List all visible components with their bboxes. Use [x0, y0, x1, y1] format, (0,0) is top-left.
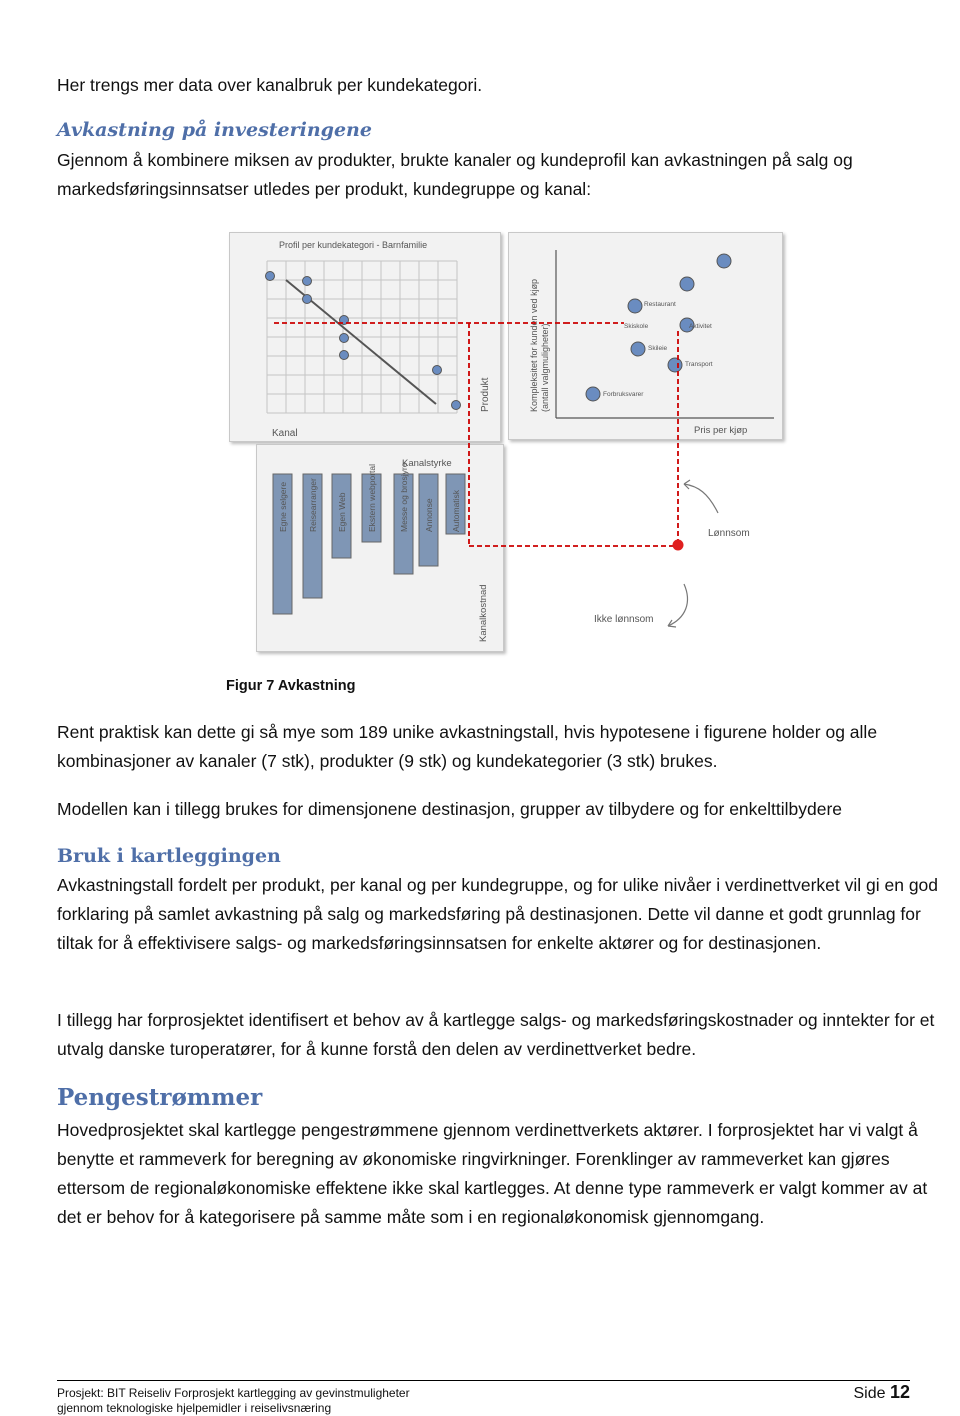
figure-avkastning [226, 228, 786, 658]
figure-svg [226, 228, 786, 658]
footer-page-number: 12 [889, 1382, 910, 1402]
kanal-label: Kanal [272, 428, 298, 439]
product-dot [628, 299, 642, 313]
price-label: Pris per kjøp [694, 425, 748, 436]
produkt-label: Produkt [480, 377, 491, 412]
footer-line-2: gjennom teknologiske hjelpemidler i reiselivsnæring [57, 1401, 332, 1415]
paragraph-2: Modellen kan i tillegg brukes for dimensjonene destinasjon, grupper av tilbydere og for enkelttilbydere [57, 799, 843, 819]
product-dot [680, 277, 694, 291]
intro-text: Her trengs mer data over kanalbruk per kundekategori. [57, 75, 483, 95]
profile-title: Profil per kundekategori - Barnfamilie [279, 240, 428, 250]
footer-divider [57, 1380, 910, 1381]
lonnsom-label: Lønnsom [708, 528, 750, 539]
profile-grid [267, 261, 457, 413]
profile-dot [266, 272, 275, 281]
product-dot [668, 358, 682, 372]
channel-label: Egen Web [337, 492, 347, 532]
product-label-skiskole: Skiskole [624, 323, 649, 330]
profile-dot [303, 277, 312, 286]
product-dot [631, 342, 645, 356]
channel-label: Annonse [424, 498, 434, 532]
profile-dot [303, 295, 312, 304]
section-heading-pengestrommer: Pengestrømmer [57, 1084, 263, 1111]
channel-label: Reisearranger [308, 478, 318, 532]
channel-label: Automatisk [451, 489, 461, 532]
channel-label: Ekstern webportal [367, 463, 377, 532]
profile-dots [266, 272, 461, 410]
profile-dot [340, 351, 349, 360]
paragraph-1: Rent praktisk kan dette gi så mye som 189 unike avkastningstall, hvis hypotesene i figurene holder og alle kombinasjoner av kanaler (7 stk), produkter (9 stk) og kundekategorier (3 stk) brukes. [57, 722, 878, 771]
channel-label: Egne selgere [278, 481, 288, 532]
kanalstyrke-label: Kanalstyrke [402, 458, 452, 469]
profile-dot [340, 334, 349, 343]
section-body-bruk-2: I tillegg har forprosjektet identifisert et behov av å kartlegge salgs- og markedsføringskostnader og inntekter for et utvalg danske turoperatører, for å kunne forstå den delen av verdinettverket bedre. [57, 1010, 935, 1059]
section-heading-avkastning: Avkastning på investeringene [57, 119, 372, 141]
section-body-pengestrommer: Hovedprosjektet skal kartlegge pengestrømmene gjennom verdinettverkets aktører. I forprosjektet har vi valgt å benytte et rammeverk for beregning av økonomiske ringvirkninger. Forenklinger av rammeverket kan gjøres ettersom de regionaløkonomiske effektene ikke skal kartlegges. At denne type rammeverk er valgt kommer av at det er behov for å kategorisere på samme måte som i en regionaløkonomisk gjennomgang. [57, 1120, 928, 1227]
channel-bars [273, 462, 465, 614]
product-label-transport: Transport [685, 361, 713, 368]
product-dot [717, 254, 731, 268]
footer-line-1: Prosjekt: BIT Reiseliv Forprosjekt kartlegging av gevinstmuligheter [57, 1386, 410, 1400]
figure-caption: Figur 7 Avkastning [226, 678, 356, 694]
section-body-avkastning: Gjennom å kombinere miksen av produkter, brukte kanaler og kundeprofil kan avkastningen på salg og markedsføringsinnsatser utledes per produkt, kundegruppe og kanal: [57, 150, 853, 199]
channel-label: Messe og brosjyre [399, 462, 409, 532]
complexity-label-2: (antall valgmuligheter) [540, 323, 550, 412]
footer-page [853, 1382, 910, 1403]
arrow-ikke-lonnsom [668, 584, 687, 626]
profile-dot [452, 401, 461, 410]
footer-project [57, 1386, 410, 1416]
profile-dot [433, 366, 442, 375]
product-label-aktivitet: Aktivitet [689, 323, 712, 330]
footer-page-label: Side [853, 1385, 886, 1402]
ikke-lonnsom-label: Ikke lønnsom [594, 614, 654, 625]
result-point [673, 540, 684, 551]
kanalkostnad-label: Kanalkostnad [478, 584, 489, 642]
section-heading-bruk: Bruk i kartleggingen [57, 845, 281, 867]
complexity-label-1: Kompleksitet for kunden ved kjøp [529, 278, 539, 412]
product-label-restaurant: Restaurant [644, 301, 676, 308]
product-label-skileie: Skileie [648, 345, 668, 352]
product-label-forbruksvarer: Forbruksvarer [603, 391, 644, 398]
product-dot [586, 387, 600, 401]
section-body-bruk-1: Avkastningstall fordelt per produkt, per kanal og per kundegruppe, og for ulike nivåer i verdinettverket vil gi en god forklaring på samlet avkastning på salg og markedsføring på destinasjonen. Dette vil danne et godt grunnlag for tiltak for å effektivisere salgs- og markedsføringsinnsatsen for enkelte aktører og for destinasjonen. [57, 875, 939, 953]
